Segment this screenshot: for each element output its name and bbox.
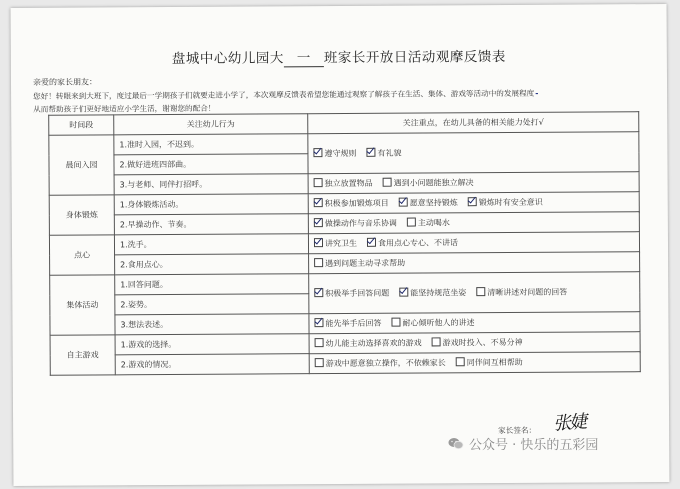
checked-box-icon[interactable] (399, 198, 408, 207)
title-prefix: 盘城中心幼儿园大 (171, 50, 284, 68)
focus-option[interactable] (314, 198, 389, 209)
focus-option-label: 愿意坚持锻炼 (409, 198, 458, 208)
wechat-icon (448, 437, 464, 450)
focus-option[interactable] (313, 148, 356, 159)
focus-options-cell (309, 252, 640, 274)
focus-options-cell (309, 352, 640, 374)
checked-box-icon[interactable] (366, 148, 375, 157)
time-period-cell: 自主游戏 (50, 335, 115, 375)
focus-option[interactable] (432, 337, 523, 349)
focus-option-label: 游戏中愿意独立操作，不依赖家长 (325, 358, 446, 369)
checked-box-icon[interactable] (468, 197, 477, 206)
focus-option[interactable] (367, 237, 458, 249)
focus-option-label: 食用点心专心、不讲话 (377, 238, 459, 248)
time-period-cell: 集体活动 (50, 275, 115, 335)
empty-box-icon[interactable] (315, 358, 324, 367)
class-blank: 一 (284, 46, 324, 67)
behavior-cell: 1.洗手。 (114, 234, 308, 255)
focus-options-cell (308, 172, 639, 194)
focus-option[interactable] (456, 357, 523, 368)
intro-line-1: 您好！转眼来到大班下，度过最后一学期孩子们就要走进小学了，本次观摩反馈表希望您能通过观察了解孩子在生活、集体、游戏等活动中的发展程度 (33, 88, 535, 101)
empty-box-icon[interactable] (314, 258, 323, 267)
focus-option[interactable] (468, 197, 543, 208)
checked-box-icon[interactable] (314, 218, 323, 227)
behavior-cell: 2.早操动作、节奏。 (114, 214, 308, 235)
behavior-cell: 3.想法表述。 (115, 314, 309, 335)
parent-signature-label: 家长签名： (498, 425, 537, 436)
empty-box-icon[interactable] (315, 338, 324, 347)
focus-options-cell (309, 272, 640, 314)
behavior-cell: 2.姿势。 (115, 294, 309, 315)
focus-option[interactable] (315, 357, 446, 369)
greeting: 亲爱的家长朋友： (32, 77, 98, 87)
focus-option-label: 能先举手后回答 (325, 318, 382, 329)
checked-box-icon[interactable] (314, 288, 323, 297)
intro-pen-mark: - (535, 88, 539, 98)
time-period-cell: 身体锻炼 (49, 195, 114, 235)
focus-options-cell (308, 192, 639, 214)
table-row (49, 132, 639, 156)
behavior-cell: 3.与老师、同伴打招呼。 (114, 174, 308, 195)
behavior-cell: 2.游戏的情况。 (115, 354, 309, 375)
focus-option[interactable] (314, 238, 357, 249)
focus-option-label: 遇到问题主动寻求帮助 (325, 258, 406, 269)
empty-box-icon[interactable] (391, 318, 400, 327)
time-period-cell: 点心 (49, 235, 114, 275)
empty-box-icon[interactable] (314, 178, 323, 187)
focus-option[interactable] (314, 218, 397, 230)
checked-box-icon[interactable] (314, 238, 323, 247)
empty-box-icon[interactable] (476, 287, 485, 296)
behavior-cell: 1.身体锻炼活动。 (114, 194, 308, 215)
focus-option[interactable] (314, 288, 389, 299)
focus-option[interactable] (476, 287, 567, 299)
checked-box-icon[interactable] (314, 318, 323, 327)
behavior-cell: 1.回答问题。 (115, 274, 309, 295)
header-time: 时间段 (49, 115, 114, 135)
header-focus: 关注重点，在幼儿具备的相关能力处打√ (308, 112, 639, 134)
focus-option[interactable] (399, 197, 458, 208)
focus-option[interactable] (314, 258, 405, 270)
behavior-cell: 1.准时入园，不迟到。 (114, 134, 308, 155)
focus-option-label: 做操动作与音乐协调 (324, 218, 397, 229)
focus-option-label: 遇到小问题能独立解决 (393, 178, 474, 188)
feedback-sheet (11, 4, 670, 486)
observation-table (48, 111, 641, 376)
focus-option-label: 能坚持规范坐姿 (410, 288, 467, 298)
focus-option[interactable] (314, 318, 381, 329)
behavior-cell: 1.游戏的选择。 (115, 334, 309, 355)
watermark-text: 公众号 · 快乐的五彩园 (469, 438, 599, 453)
focus-option-label: 清晰讲述对问题的回答 (487, 287, 568, 298)
behavior-cell: 2.食用点心。 (115, 254, 309, 275)
header-behavior: 关注幼儿行为 (114, 114, 308, 135)
empty-box-icon[interactable] (407, 218, 416, 227)
focus-option-label: 锻炼时有安全意识 (478, 197, 543, 208)
focus-option[interactable] (399, 287, 466, 298)
form-title (11, 44, 667, 69)
table-row (50, 272, 640, 296)
intro-line-2: 从而帮助孩子们更好地适应小学生活，谢谢您的配合！ (33, 103, 216, 114)
parent-signature: 张婕 (552, 411, 586, 435)
focus-option[interactable] (407, 217, 450, 228)
empty-box-icon[interactable] (383, 178, 392, 187)
empty-box-icon[interactable] (456, 357, 465, 366)
focus-option[interactable] (383, 177, 474, 189)
checked-box-icon[interactable] (313, 148, 322, 157)
focus-option-label: 积极举手回答问题 (325, 288, 390, 299)
focus-option-label: 独立放置物品 (324, 178, 373, 189)
focus-option-label: 主动喝水 (417, 218, 450, 228)
focus-option-label: 耐心倾听他人的讲述 (402, 318, 475, 328)
focus-option-label: 游戏时投入、不易分神 (442, 337, 523, 348)
focus-options-cell (308, 232, 639, 254)
focus-option-label: 积极参加锻炼项目 (324, 198, 389, 209)
focus-option[interactable] (315, 338, 422, 350)
checked-box-icon[interactable] (314, 198, 323, 207)
focus-options-cell (309, 332, 640, 354)
empty-box-icon[interactable] (432, 337, 441, 346)
focus-option-label: 讲究卫生 (324, 238, 358, 249)
focus-option-label: 同伴间互相帮助 (466, 357, 523, 368)
focus-option-label: 有礼貌 (377, 148, 402, 158)
title-suffix: 班家长开放日活动观摩反馈表 (323, 48, 506, 67)
focus-option[interactable] (314, 178, 373, 189)
focus-options-cell (308, 132, 639, 174)
focus-option-label: 遵守规则 (324, 148, 357, 159)
focus-options-cell (308, 212, 639, 234)
checked-box-icon[interactable] (399, 288, 408, 297)
checked-box-icon[interactable] (367, 238, 376, 247)
focus-option[interactable] (391, 317, 474, 329)
time-period-cell: 晨间入园 (49, 135, 114, 195)
focus-option-label: 幼儿能主动选择喜欢的游戏 (325, 338, 422, 349)
behavior-cell: 2.做好进班四部曲。 (114, 154, 308, 175)
focus-option[interactable] (366, 148, 401, 159)
focus-options-cell (309, 312, 640, 334)
watermark (448, 434, 598, 453)
